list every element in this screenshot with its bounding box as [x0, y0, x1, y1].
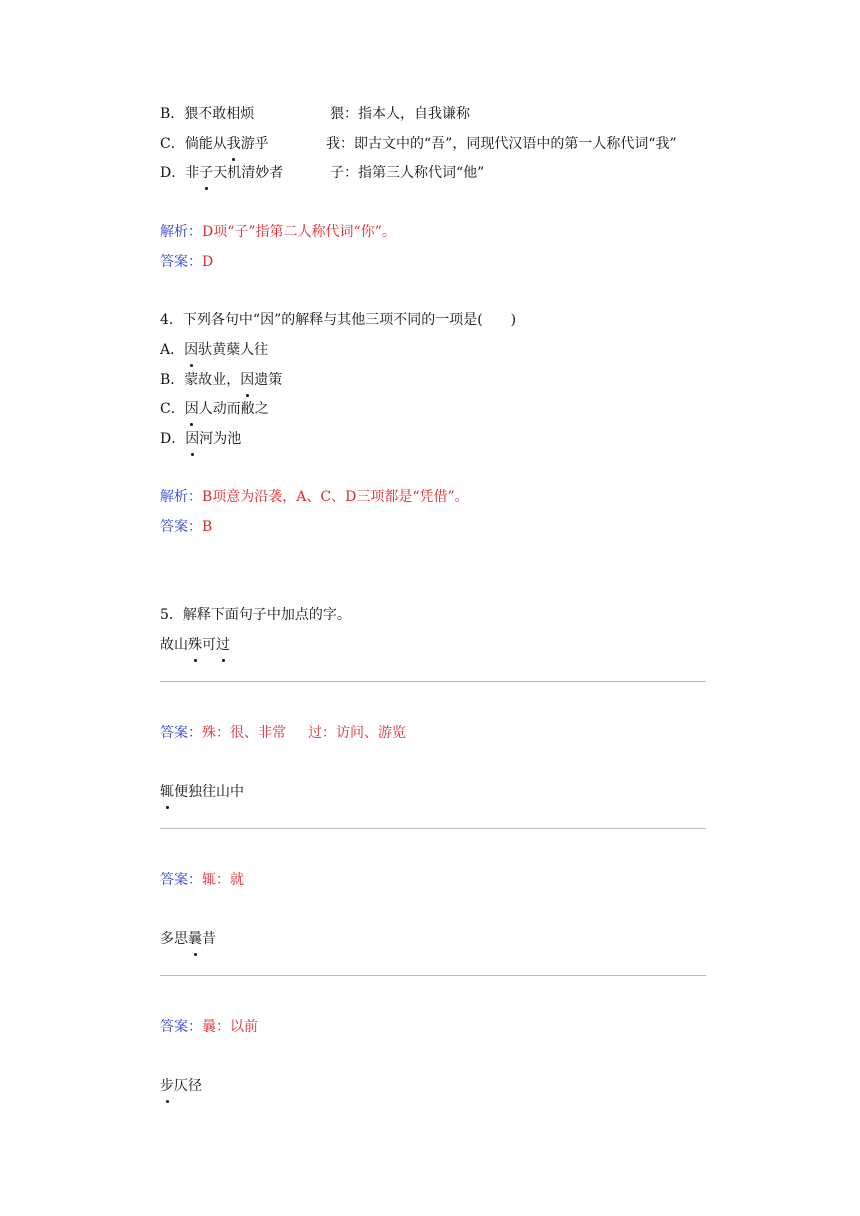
dotted-char: 因	[184, 401, 199, 417]
dotted-char: 过	[216, 637, 230, 653]
q4-option-b: B．蒙故业，因遗策	[160, 372, 283, 388]
q5-item-1-answer: 答案：殊：很、非常 过：访问、游览	[160, 725, 406, 741]
answer-blank-line	[160, 828, 706, 829]
q5-item-3: 多思曩昔	[160, 931, 216, 947]
answer-blank-line	[160, 681, 706, 682]
q5-item-3-answer: 答案：曩：以前	[160, 1019, 258, 1035]
q3-analysis: 解析：D项“子”指第二人称代词“你”。	[160, 224, 396, 240]
answer-blank-line	[160, 975, 706, 976]
dotted-char: 我	[226, 136, 241, 152]
dotted-char: 曩	[188, 931, 202, 947]
dotted-char: 因	[184, 342, 199, 358]
q4-stem: 4．下列各句中“因”的解释与其他三项不同的一项是( )	[160, 312, 517, 328]
q4-analysis: 解析：B项意为沿袭，A、C、D三项都是“凭借”。	[160, 489, 469, 505]
dotted-char: 子	[199, 165, 214, 181]
dotted-char: 殊	[188, 637, 202, 653]
q3-option-b: B．猥不敢相烦	[160, 106, 255, 122]
q4-option-d: D．因河为池	[160, 431, 242, 447]
q3-option-d: D．非子天机清妙者	[160, 165, 284, 181]
dotted-char: 辄	[160, 784, 174, 800]
q5-item-4: 步仄径	[160, 1078, 202, 1094]
q3-option-d-note: 子：指第三人称代词“他”	[330, 165, 485, 181]
dotted-char: 因	[185, 431, 200, 447]
q3-option-b-note: 猥：指本人，自我谦称	[330, 106, 470, 122]
dotted-char: 因	[240, 372, 255, 388]
q5-item-2: 辄便独往山中	[160, 784, 244, 800]
q3-option-c-note: 我：即古文中的“吾”，同现代汉语中的第一人称代词“我”	[326, 136, 677, 152]
q4-option-c: C．因人动而敝之	[160, 401, 269, 417]
q5-item-2-answer: 答案：辄：就	[160, 872, 244, 888]
q4-option-a: A．因驮黄蘖人往	[160, 342, 269, 358]
q3-option-c: C．倘能从我游乎	[160, 136, 269, 152]
dotted-char: 步	[160, 1078, 174, 1094]
q5-item-1: 故山殊可过	[160, 637, 230, 653]
q3-answer: 答案：D	[160, 254, 214, 270]
q5-stem: 5．解释下面句子中加点的字。	[160, 607, 351, 623]
q4-answer: 答案：B	[160, 519, 213, 535]
